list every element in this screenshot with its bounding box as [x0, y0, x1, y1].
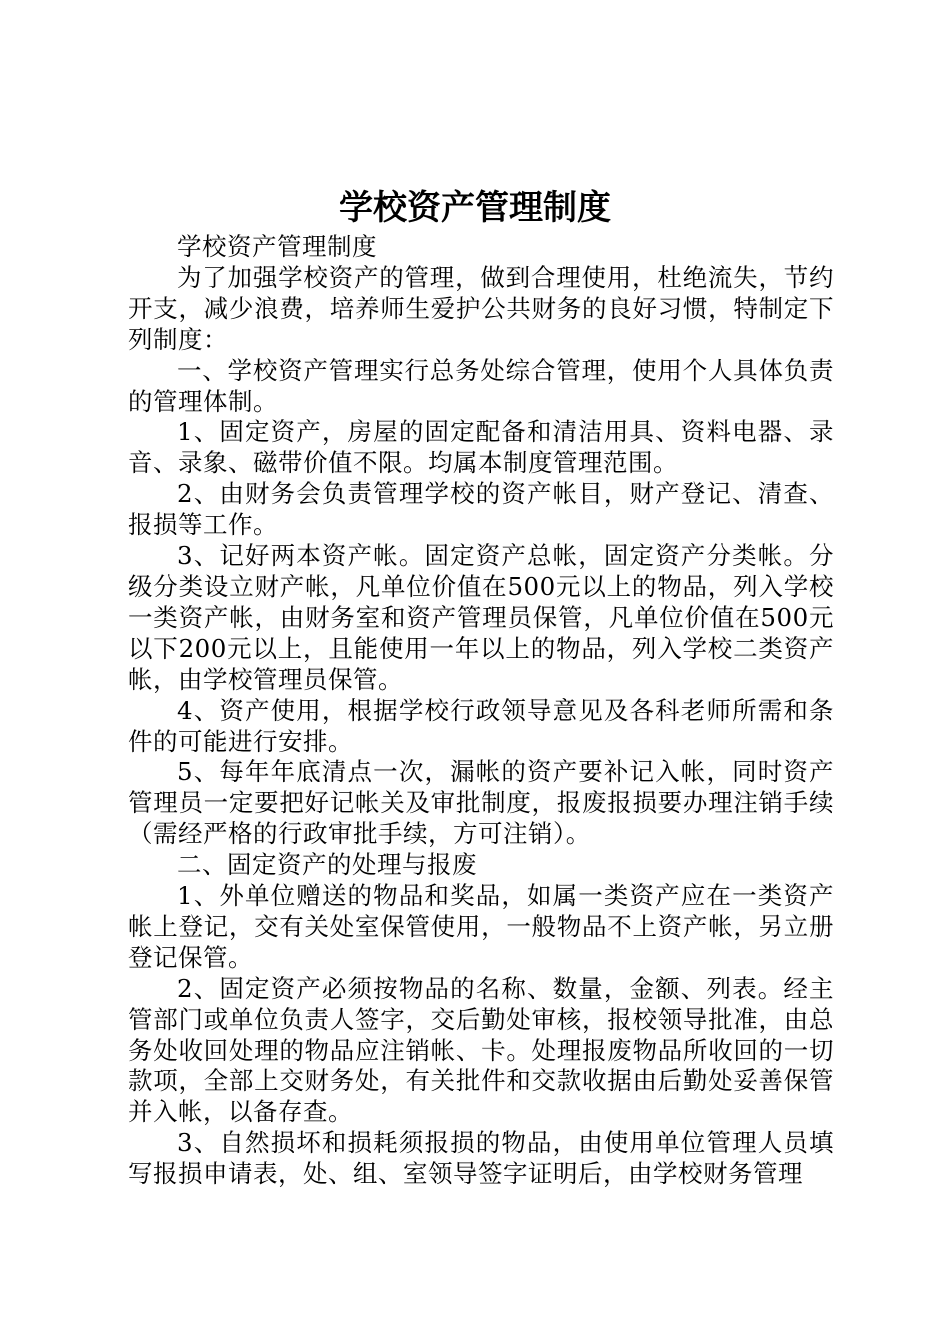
paragraph-item: 2、固定资产必须按物品的名称、数量，金额、列表。经主管部门或单位负责人签字，交后勤处审核，报校领导批准，由总务处收回处理的物品应注销帐、卡。处理报废物品所收回的一切款项，全部上交财务处，有关批件和交款收据由后勤处妥善保管并入帐，以备存查。 — [128, 973, 834, 1127]
document-title: 学校资产管理制度 — [339, 188, 611, 228]
paragraph-intro: 为了加强学校资产的管理，做到合理使用，杜绝流失，节约开支，减少浪费，培养师生爱护公共财务的良好习惯，特制定下列制度： — [128, 262, 834, 354]
paragraph-item: 3、记好两本资产帐。固定资产总帐，固定资产分类帐。分级分类设立财产帐，凡单位价值在500元以上的物品，列入学校一类资产帐，由财务室和资产管理员保管，凡单位价值在500元以下200元以上，且能使用一年以上的物品，列入学校二类资产帐，由学校管理员保管。 — [128, 541, 834, 694]
paragraph-section-2: 二、固定资产的处理与报废 — [177, 850, 477, 880]
paragraph-item: 1、固定资产，房屋的固定配备和清洁用具、资料电器、录音、录象、磁带价值不限。均属本制度管理范围。 — [128, 417, 834, 478]
paragraph-item: 1、外单位赠送的物品和奖品，如属一类资产应在一类资产帐上登记，交有关处室保管使用，一般物品不上资产帐，另立册登记保管。 — [128, 881, 834, 972]
paragraph-item: 5、每年年底清点一次，漏帐的资产要补记入帐，同时资产管理员一定要把好记帐关及审批制度，报废报损要办理注销手续（需经严格的行政审批手续，方可注销）。 — [128, 757, 834, 849]
paragraph-item: 2、由财务会负责管理学校的资产帐目，财产登记、清查、报损等工作。 — [128, 479, 834, 540]
paragraph-heading-repeat: 学校资产管理制度 — [177, 232, 377, 261]
paragraph-item: 3、自然损坏和损耗须报损的物品，由使用单位管理人员填写报损申请表，处、组、室领导签字证明后，由学校财务管理 — [128, 1128, 834, 1189]
paragraph-section-1: 一、学校资产管理实行总务处综合管理，使用个人具体负责的管理体制。 — [128, 355, 834, 416]
paragraph-item: 4、资产使用，根据学校行政领导意见及各科老师所需和条件的可能进行安排。 — [128, 695, 834, 756]
document-body — [128, 232, 834, 1190]
